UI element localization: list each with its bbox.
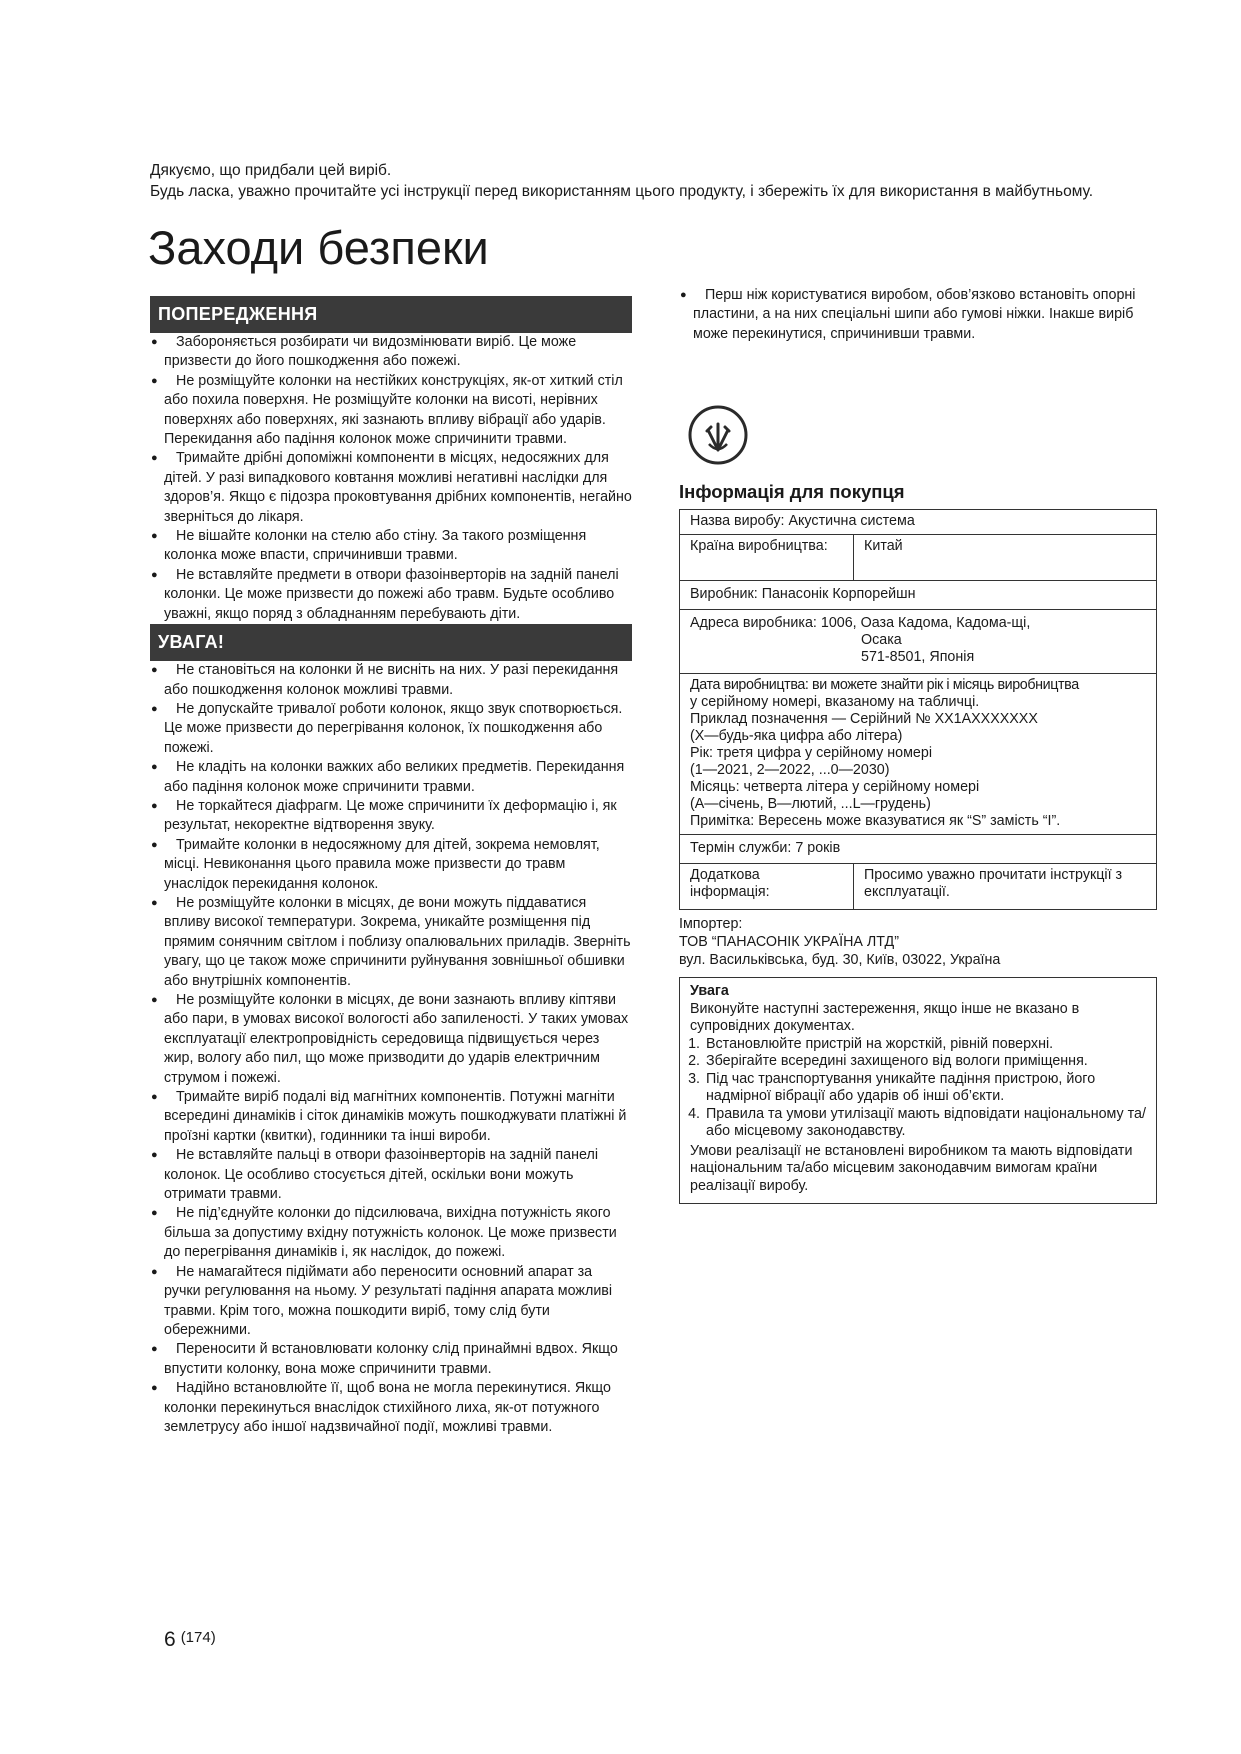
table-row xyxy=(680,581,1157,610)
importer xyxy=(679,915,1157,969)
importer-label: Імпортер: xyxy=(679,916,743,933)
caution-list xyxy=(150,661,632,1437)
list-item: ● Не намагайтеся підіймати або переносити основний апарат за ручки регулювання на ньому. У результаті падіння апарата можливі травми. Крім того, можна пошкодити виріб, тому слід бути обережними. xyxy=(150,1263,632,1341)
ukrainian-conformity-mark-icon xyxy=(687,404,749,466)
intro-thanks: Дякуємо, що придбали цей виріб. xyxy=(150,162,392,179)
note-footer: Умови реалізації не встановлені виробником та мають відповідати національним та/або місцевим законодавчим вимогам країни реалізації виробу. xyxy=(690,1142,1133,1194)
list-item: ● Не вішайте колонки на стелю або стіну. За такого розміщення колонка може впасти, спричинивши травми. xyxy=(150,527,632,566)
list-item: ● Не під’єднуйте колонки до підсилювача, вихідна потужність якого більша за допустиму вхідну потужність колонок. Це може призвести до перегрівання динаміків і, як наслідок, до пожежі. xyxy=(150,1204,632,1262)
list-item: ● Переносити й встановлювати колонку слід принаймні вдвох. Якщо впустити колонку, вона може спричинити травми. xyxy=(150,1340,632,1379)
list-item: ● Не становіться на колонки й не висніть на них. У разі перекидання або пошкодження колонок можливі травми. xyxy=(150,661,632,700)
warning-header: ПОПЕРЕДЖЕННЯ xyxy=(150,296,632,333)
list-item: ● Не розміщуйте колонки в місцях, де вони зазнають впливу кіптяви або пари, в умовах високої вологості або запиленості. У таких умовах експлуатації електропровідність середовища підвищується через жир, вологу або пил, що може призводити до ударів електричним струмом і пожежі. xyxy=(150,991,632,1088)
note-list xyxy=(690,1036,1146,1141)
note-header: Увага xyxy=(690,983,729,1000)
country-label: Країна виробництва: xyxy=(680,535,854,581)
list-item: ● Не торкайтеся діафрагм. Це може спричинити їх деформацію і, як результат, некоректне відтворення звуку. xyxy=(150,797,632,836)
right-column xyxy=(679,286,1157,1204)
page-title: Заходи безпеки xyxy=(148,221,489,274)
list-item: ● Тримайте виріб подалі від магнітних компонентів. Потужні магніти всередині динаміків і сіток динаміків можуть пошкоджувати платіжні й проїзні картки (квитки), годинники та інші вироби. xyxy=(150,1088,632,1146)
list-item: ● Не допускайте тривалої роботи колонок, якщо звук спотворюється. Це може призвести до перегрівання колонок, їх пошкодження або пожежі. xyxy=(150,700,632,758)
note-intro: Виконуйте наступні застереження, якщо інше не вказано в супровідних документах. xyxy=(690,1000,1080,1035)
list-item: ● Перш ніж користуватися виробом, обов’язково встановіть опорні пластини, а на них спеціальні шипи або гумові ніжки. Інакше виріб може перекинутися, спричинивши травми. xyxy=(679,286,1157,344)
list-item: ● Надійно встановлюйте її, щоб вона не могла перекинутися. Якщо колонки перекинуться внаслідок стихійного лиха, як-от потужного землетрусу або іншої надзвичайної події, можливі травми. xyxy=(150,1379,632,1437)
table-row xyxy=(680,510,1157,535)
table-row xyxy=(680,535,1157,581)
product-name: Назва виробу: Акустична система xyxy=(680,510,1157,535)
country-value: Китай xyxy=(854,535,1157,581)
page-number-main: 6 xyxy=(164,1628,176,1651)
manufacturer: Виробник: Панасонік Корпорейшн xyxy=(680,581,1157,610)
list-item: 4. Правила та умови утилізації мають відповідати національному та/або місцевому законодавству. xyxy=(704,1106,1146,1141)
caution-note-box xyxy=(679,977,1157,1204)
list-item: ● Не вставляйте предмети в отвори фазоінверторів на задній панелі колонки. Це може призвести до пожежі або травм. Будьте особливо уважні, якщо поряд з обладнанням перебувають діти. xyxy=(150,566,632,624)
list-item: ● Не вставляйте пальці в отвори фазоінверторів на задній панелі колонок. Це особливо стосується дітей, оскільки вони можуть отримати травми. xyxy=(150,1146,632,1204)
list-item: ● Тримайте дрібні допоміжні компоненти в місцях, недосяжних для дітей. У разі випадкового ковтання можливі негативні наслідки для здоров’я. Якщо є підозра проковтування дрібних компонентів, негайно зверніться до лікаря. xyxy=(150,449,632,527)
list-item: ● Не розміщуйте колонки на нестійких конструкціях, як-от хиткий стіл або похила поверхня. Не розміщуйте колонки на висоті, нерівних поверхнях або поверхнях, які зазнають впливу вібрації або ударів. Перекидання або падіння колонок може спричинити травми. xyxy=(150,372,632,450)
list-item: ● Не кладіть на колонки важких або великих предметів. Перекидання або падіння колонок може спричинити травми. xyxy=(150,758,632,797)
table-row xyxy=(680,610,1157,674)
list-item: 1. Встановлюйте пристрій на жорсткій, рівній поверхні. xyxy=(704,1036,1146,1054)
list-item: ● Забороняється розбирати чи видозмінювати виріб. Це може призвести до його пошкодження або пожежі. xyxy=(150,333,632,372)
additional-info-value: Просимо уважно прочитати інструкції з експлуатації. xyxy=(854,864,1157,910)
page-number-sub: (174) xyxy=(180,1629,216,1646)
production-date: Дата виробництва: ви можете знайти рік і місяць виробництва у серійному номері, вказаному на табличці. Приклад позначення — Серійний № XX1AXXXXXXX (X—будь-яка цифра або літера) Рік: третя цифра у серійному номері (1—2021, 2—2022, ...0—2030) Місяць: четверта літера у серійному номері (A—січень, B—лютий, ...L—грудень) Примітка: Вересень може вказуватися як “S” замість “I”. xyxy=(680,674,1157,835)
right-bullet-list xyxy=(679,286,1157,344)
service-life: Термін служби: 7 років xyxy=(680,835,1157,864)
page-number xyxy=(164,1628,216,1652)
buyer-info-title: Інформація для покупця xyxy=(679,481,905,503)
list-item: ● Не розміщуйте колонки в місцях, де вони можуть піддаватися впливу високої температури. Зокрема, уникайте розміщення під прямим сонячним світлом і поблизу опалювальних приладів. Зверніть увагу, що це також може спричинити руйнування зовнішньої обшивки або внутрішніх компонентів. xyxy=(150,894,632,991)
list-item: 2. Зберігайте всередині захищеного від вологи приміщення. xyxy=(704,1053,1146,1071)
list-item: ● Тримайте колонки в недосяжному для дітей, зокрема немовлят, місці. Невиконання цього правила може призвести до травм унаслідок перекидання колонок. xyxy=(150,836,632,894)
left-column xyxy=(150,296,632,1437)
table-row xyxy=(680,864,1157,910)
buyer-info-table xyxy=(679,509,1157,910)
additional-info-label: Додаткова інформація: xyxy=(680,864,854,910)
intro xyxy=(150,160,1160,202)
list-item-extra: Перекидання або падіння колонок може спричинити травми. xyxy=(164,431,567,448)
caution-header: УВАГА! xyxy=(150,624,632,661)
warning-list xyxy=(150,333,632,624)
table-row xyxy=(680,674,1157,835)
list-item: 3. Під час транспортування уникайте падіння пристрою, його надмірної вібрації або ударів об інші об’єкти. xyxy=(704,1071,1146,1106)
manufacturer-address: Адреса виробника: 1006, Оаза Кадома, Кадома-щі, Осака 571-8501, Японія xyxy=(680,610,1157,674)
table-row xyxy=(680,835,1157,864)
importer-name: ТОВ “ПАНАСОНІК УКРАЇНА ЛТД” xyxy=(679,934,899,951)
intro-instructions: Будь ласка, уважно прочитайте усі інструкції перед використанням цього продукту, і збережіть їх для використання в майбутньому. xyxy=(150,183,1094,200)
importer-address: вул. Васильківська, буд. 30, Київ, 03022, Україна xyxy=(679,952,1001,969)
